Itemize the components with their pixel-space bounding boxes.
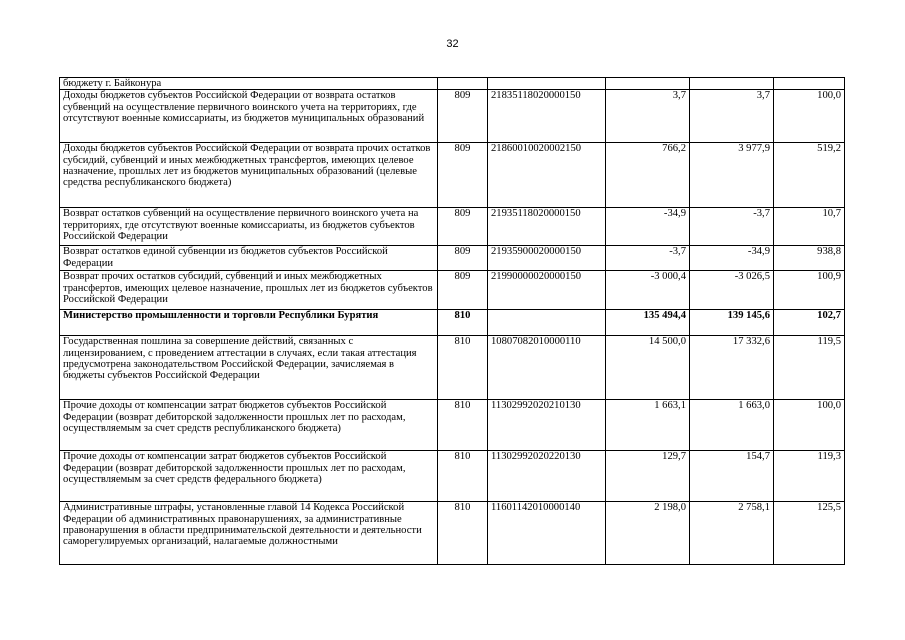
plan-value-cell: 1 663,1 bbox=[606, 400, 690, 451]
percent-value-cell: 519,2 bbox=[774, 143, 845, 208]
percent-value-cell: 100,0 bbox=[774, 90, 845, 143]
revenue-name-cell: Доходы бюджетов субъектов Российской Федерации от возврата остатков субвенций на осуществление первичного воинского учета на территориях, где отсутствуют военные комиссариаты, из бюджетов муниципальных образований bbox=[60, 90, 438, 143]
admin-code-cell: 810 bbox=[438, 451, 488, 502]
percent-value-cell: 102,7 bbox=[774, 310, 845, 336]
plan-value-cell: -3,7 bbox=[606, 246, 690, 271]
table-row bbox=[60, 143, 845, 208]
kbk-code-cell: 10807082010000110 bbox=[488, 336, 606, 400]
revenue-name-cell: Прочие доходы от компенсации затрат бюджетов субъектов Российской Федерации (возврат дебиторской задолженности прошлых лет по расходам, осуществляемым за счет средств федерального бюджета) bbox=[60, 451, 438, 502]
admin-code-cell: 810 bbox=[438, 310, 488, 336]
admin-code-cell bbox=[438, 78, 488, 90]
kbk-code-cell bbox=[488, 78, 606, 90]
percent-value-cell: 10,7 bbox=[774, 208, 845, 246]
page-number: 32 bbox=[446, 38, 459, 50]
plan-value-cell: 14 500,0 bbox=[606, 336, 690, 400]
admin-code-cell: 809 bbox=[438, 208, 488, 246]
admin-code-cell: 809 bbox=[438, 143, 488, 208]
table-row bbox=[60, 246, 845, 271]
admin-code-cell: 810 bbox=[438, 502, 488, 565]
fact-value-cell: -3,7 bbox=[690, 208, 774, 246]
percent-value-cell: 100,0 bbox=[774, 400, 845, 451]
admin-code-cell: 809 bbox=[438, 90, 488, 143]
kbk-code-cell bbox=[488, 310, 606, 336]
revenue-name-cell: Государственная пошлина за совершение действий, связанных с лицензированием, с проведением аттестации в случаях, если такая аттестация предусмотрена законодательством Российской Федерации, зачисляемая в бюджеты субъектов Российской Федерации bbox=[60, 336, 438, 400]
fact-value-cell: 3 977,9 bbox=[690, 143, 774, 208]
plan-value-cell: -34,9 bbox=[606, 208, 690, 246]
percent-value-cell: 119,5 bbox=[774, 336, 845, 400]
table-row bbox=[60, 502, 845, 565]
admin-code-cell: 809 bbox=[438, 246, 488, 271]
revenue-name-cell: Административные штрафы, установленные главой 14 Кодекса Российской Федерации об административных правонарушениях, за административные правонарушения в области предпринимательской деятельности и деятельности саморегулируемых организаций, налагаемые должностными bbox=[60, 502, 438, 565]
kbk-code-cell: 21860010020002150 bbox=[488, 143, 606, 208]
kbk-code-cell: 11302992020220130 bbox=[488, 451, 606, 502]
admin-code-cell: 810 bbox=[438, 336, 488, 400]
percent-value-cell: 125,5 bbox=[774, 502, 845, 565]
table-row bbox=[60, 208, 845, 246]
table-row bbox=[60, 271, 845, 310]
revenue-name-cell: Возврат остатков субвенций на осуществление первичного воинского учета на территориях, где отсутствуют военные комиссариаты, из бюджетов субъектов Российской Федерации bbox=[60, 208, 438, 246]
table-row bbox=[60, 400, 845, 451]
fact-value-cell: 2 758,1 bbox=[690, 502, 774, 565]
admin-code-cell: 809 bbox=[438, 271, 488, 310]
revenue-name-cell: Возврат прочих остатков субсидий, субвенций и иных межбюджетных трансфертов, имеющих целевое назначение, прошлых лет из бюджетов субъектов Российской Федерации bbox=[60, 271, 438, 310]
revenue-name-cell: Прочие доходы от компенсации затрат бюджетов субъектов Российской Федерации (возврат дебиторской задолженности прошлых лет по расходам, осуществляемым за счет средств республиканского бюджета) bbox=[60, 400, 438, 451]
percent-value-cell: 119,3 bbox=[774, 451, 845, 502]
fact-value-cell: -3 026,5 bbox=[690, 271, 774, 310]
admin-code-cell: 810 bbox=[438, 400, 488, 451]
plan-value-cell: 2 198,0 bbox=[606, 502, 690, 565]
fact-value-cell bbox=[690, 78, 774, 90]
fact-value-cell: 154,7 bbox=[690, 451, 774, 502]
fact-value-cell: -34,9 bbox=[690, 246, 774, 271]
kbk-code-cell: 21990000020000150 bbox=[488, 271, 606, 310]
kbk-code-cell: 11302992020210130 bbox=[488, 400, 606, 451]
plan-value-cell: 766,2 bbox=[606, 143, 690, 208]
plan-value-cell: -3 000,4 bbox=[606, 271, 690, 310]
percent-value-cell: 100,9 bbox=[774, 271, 845, 310]
kbk-code-cell: 21935900020000150 bbox=[488, 246, 606, 271]
plan-value-cell: 3,7 bbox=[606, 90, 690, 143]
budget-revenue-table bbox=[59, 77, 845, 565]
table-row bbox=[60, 90, 845, 143]
table-row-ministry-total bbox=[60, 310, 845, 336]
plan-value-cell: 135 494,4 bbox=[606, 310, 690, 336]
table-row bbox=[60, 451, 845, 502]
revenue-name-cell: Министерство промышленности и торговли Республики Бурятия bbox=[60, 310, 438, 336]
revenue-name-cell: Доходы бюджетов субъектов Российской Федерации от возврата прочих остатков субсидий, субвенций и иных межбюджетных трансфертов, имеющих целевое назначение, прошлых лет из бюджетов муниципальных образований (целевые средства республиканского бюджета) bbox=[60, 143, 438, 208]
fact-value-cell: 139 145,6 bbox=[690, 310, 774, 336]
plan-value-cell: 129,7 bbox=[606, 451, 690, 502]
table-row bbox=[60, 336, 845, 400]
table-row bbox=[60, 78, 845, 90]
percent-value-cell: 938,8 bbox=[774, 246, 845, 271]
percent-value-cell bbox=[774, 78, 845, 90]
kbk-code-cell: 11601142010000140 bbox=[488, 502, 606, 565]
kbk-code-cell: 21835118020000150 bbox=[488, 90, 606, 143]
revenue-name-cell: бюджету г. Байконура bbox=[60, 78, 438, 90]
plan-value-cell bbox=[606, 78, 690, 90]
revenue-name-cell: Возврат остатков единой субвенции из бюджетов субъектов Российской Федерации bbox=[60, 246, 438, 271]
kbk-code-cell: 21935118020000150 bbox=[488, 208, 606, 246]
fact-value-cell: 1 663,0 bbox=[690, 400, 774, 451]
fact-value-cell: 3,7 bbox=[690, 90, 774, 143]
fact-value-cell: 17 332,6 bbox=[690, 336, 774, 400]
